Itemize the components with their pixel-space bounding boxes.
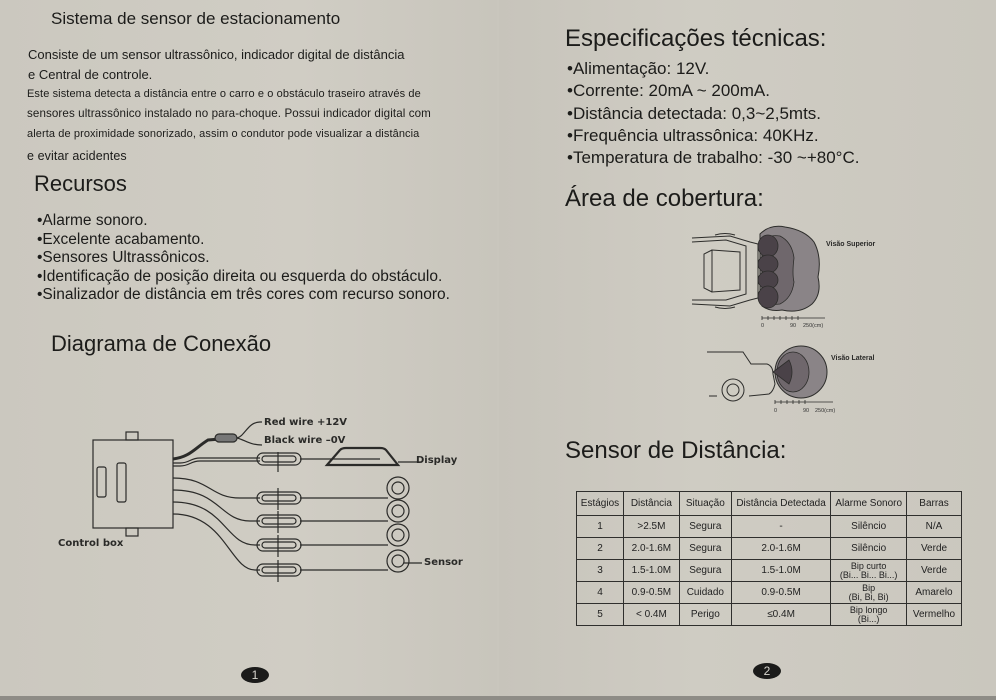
alarm-sub: (Bi, Bi, Bi)	[848, 591, 889, 602]
table-row	[577, 582, 962, 604]
page-bottom-edge	[0, 696, 996, 700]
scale-90: 90	[790, 323, 797, 329]
stage-cell: 2	[577, 538, 624, 560]
display-icon	[327, 448, 398, 465]
scale-250-side: 250(cm)	[815, 408, 836, 414]
connection-diagram	[50, 410, 470, 590]
alarm-cell: Silêncio	[831, 516, 907, 538]
distance-table-heading: Sensor de Distância:	[565, 437, 787, 464]
top-view-label: Visão Superior	[826, 241, 876, 248]
situation-cell: Segura	[679, 516, 731, 538]
bars-cell: Verde	[907, 560, 962, 582]
list-item: •Excelente acabamento.	[37, 230, 205, 248]
column-header: Situação	[679, 492, 731, 516]
table-row	[577, 516, 962, 538]
body-line: e evitar acidentes	[27, 149, 127, 163]
table-row	[577, 604, 962, 626]
spec-item: •Frequência ultrassônica: 40KHz.	[567, 125, 819, 145]
description-paragraph	[27, 84, 431, 166]
list-item: •Sensores Ultrassônicos.	[37, 249, 210, 266]
body-line: sensores ultrassônico instalado no para-choque. Possui indicador digital com	[27, 107, 431, 120]
red-wire-label: Red wire +12V	[264, 417, 348, 428]
alarm-sub: (Bi... Bi... Bi...)	[839, 569, 898, 580]
intro-line: Consiste de um sensor ultrassônico, indicador digital de distância	[28, 47, 405, 62]
detected-cell: 1.5-1.0M	[731, 560, 831, 582]
bars-cell: Vermelho	[907, 604, 962, 626]
list-item: •Alarme sonoro.	[37, 212, 148, 229]
distance-cell: 0.9-0.5M	[623, 582, 679, 604]
column-header: Estágios	[577, 492, 624, 516]
spec-item: •Corrente: 20mA ~ 200mA.	[567, 81, 770, 101]
detected-cell: 2.0-1.6M	[731, 538, 831, 560]
stage-cell: 4	[577, 582, 624, 604]
alarm-cell	[831, 560, 907, 582]
situation-cell: Segura	[679, 560, 731, 582]
scale-0-side: 0	[774, 408, 778, 414]
alarm-cell	[831, 582, 907, 604]
sensor-icon	[387, 477, 409, 499]
spec-item: •Temperatura de trabalho: -30 ~+80°C.	[567, 148, 860, 168]
detected-cell: -	[731, 516, 831, 538]
page-title: Sistema de sensor de estacionamento	[51, 9, 341, 28]
stage-cell: 1	[577, 516, 624, 538]
spec-item: •Alimentação: 12V.	[567, 59, 710, 78]
top-view-coverage-diagram	[690, 222, 830, 337]
alarm-cell	[831, 604, 907, 626]
distance-cell: 2.0-1.6M	[623, 538, 679, 560]
distance-table	[576, 491, 962, 626]
column-header: Distância Detectada	[731, 492, 831, 516]
distance-cell: >2.5M	[623, 516, 679, 538]
column-header: Distância	[623, 492, 679, 516]
detected-cell: 0.9-0.5M	[731, 582, 831, 604]
alarm-cell: Silêncio	[831, 538, 907, 560]
body-line: alerta de proximidade sonorizado, assim o condutor pode visualizar a distância	[27, 128, 420, 140]
recursos-heading: Recursos	[34, 171, 127, 196]
alarm-main: Bip	[862, 582, 876, 593]
display-label: Display	[416, 455, 458, 466]
column-header: Alarme Sonoro	[831, 492, 907, 516]
scale-0: 0	[761, 323, 765, 329]
sensor-label: Sensor	[424, 557, 463, 568]
stage-cell: 5	[577, 604, 624, 626]
distance-cell: 1.5-1.0M	[623, 560, 679, 582]
list-item: •Identificação de posição direita ou esquerda do obstáculo.	[37, 267, 443, 285]
bars-cell: Verde	[907, 538, 962, 560]
table-header-row	[577, 492, 962, 516]
table-row	[577, 560, 962, 582]
black-wire-label: Black wire –0V	[264, 435, 346, 446]
specs-heading: Especificações técnicas:	[565, 25, 827, 52]
intro-paragraph	[28, 45, 404, 85]
situation-cell: Cuidado	[679, 582, 731, 604]
detected-cell: ≤0.4M	[731, 604, 831, 626]
intro-line: e Central de controle.	[28, 67, 153, 82]
specs-list	[567, 58, 859, 169]
control-box-icon	[93, 440, 173, 528]
bars-cell: N/A	[907, 516, 962, 538]
situation-cell: Perigo	[679, 604, 731, 626]
page-number-2: 2	[753, 663, 781, 679]
alarm-sub: (Bi...)	[857, 613, 880, 624]
table-row	[577, 538, 962, 560]
alarm-main: Bip curto	[850, 560, 887, 571]
control-box-label: Control box	[58, 538, 124, 549]
coverage-heading: Área de cobertura:	[565, 185, 764, 212]
column-header: Barras	[907, 492, 962, 516]
bars-cell: Amarelo	[907, 582, 962, 604]
list-item: •Sinalizador de distância em três cores com recurso sonoro.	[37, 286, 450, 303]
side-view-coverage-diagram	[705, 340, 835, 410]
body-line: Este sistema detecta a distância entre o carro e o obstáculo traseiro através de	[27, 88, 421, 100]
diagram-heading: Diagrama de Conexão	[51, 331, 272, 356]
situation-cell: Segura	[679, 538, 731, 560]
scale-250: 250(cm)	[803, 323, 824, 329]
distance-cell: < 0.4M	[623, 604, 679, 626]
side-view-label: Visão Lateral	[831, 355, 875, 362]
wire-coil-icon	[257, 452, 301, 472]
alarm-main: Bip longo	[849, 604, 888, 615]
page-number-1: 1	[241, 667, 269, 683]
recursos-list	[37, 212, 450, 305]
stage-cell: 3	[577, 560, 624, 582]
spec-item: •Distância detectada: 0,3~2,5mts.	[567, 103, 822, 123]
scale-90-side: 90	[803, 408, 810, 414]
